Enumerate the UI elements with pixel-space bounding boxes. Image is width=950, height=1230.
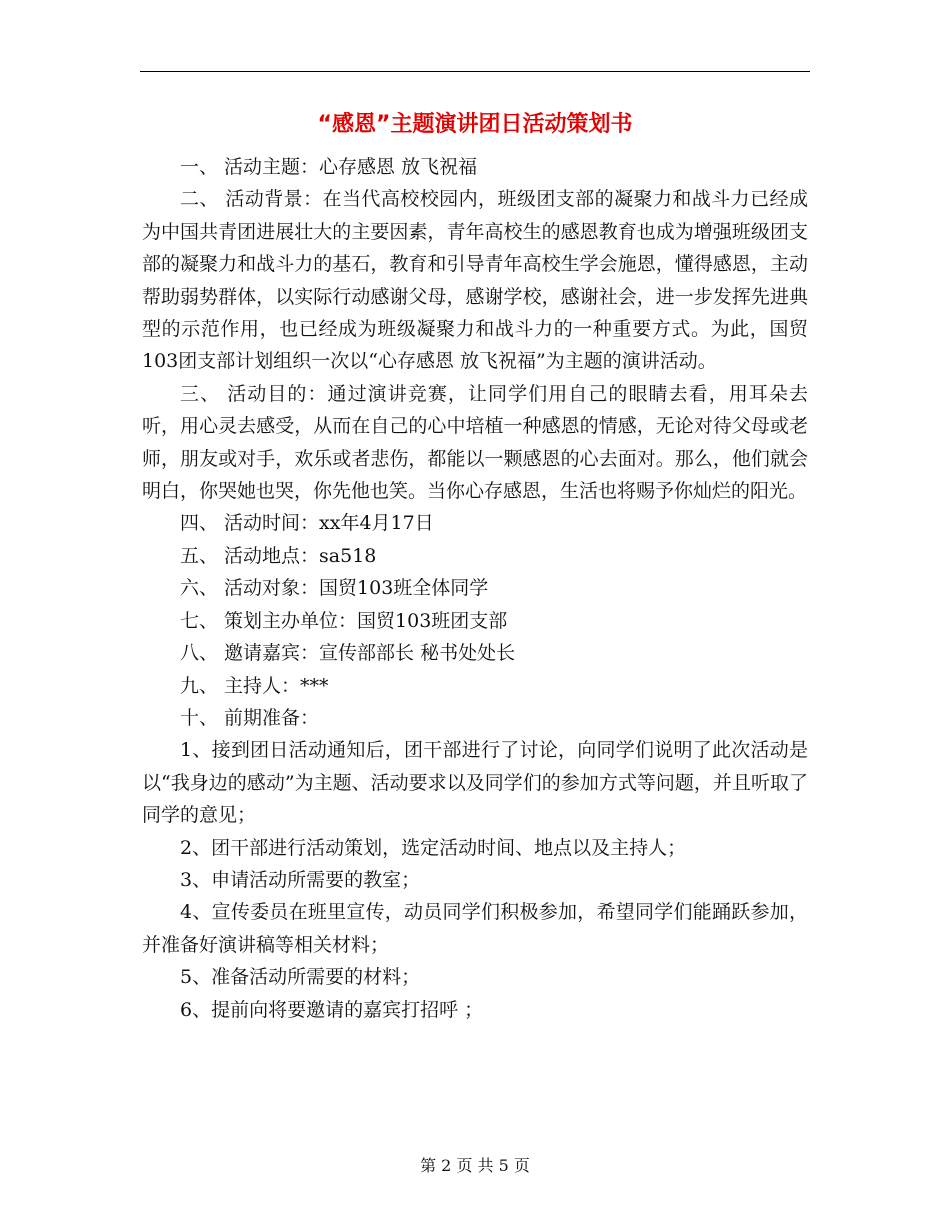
list-item-prep-4: 4、宣传委员在班里宣传，动员同学们积极参加，希望同学们能踊跃参加，并准备好演讲稿等相关材料； xyxy=(142,901,808,956)
list-item-prep-5: 5、准备活动所需要的材料； xyxy=(180,966,421,989)
paragraph-audience: 六、 活动对象：国贸103班全体同学 xyxy=(180,577,489,600)
paragraph-purpose: 三、 活动目的：通过演讲竞赛，让同学们用自己的眼睛去看，用耳朵去听，用心灵去感受，从而在自己的心中培植一种感恩的情感，无论对待父母或老师，朋友或对手，欢乐或者悲伤，都能以一颗感恩的心去面对。那么，他们就会明白，你哭她也哭，你先他也笑。当你心存感恩，生活也将赐予你灿烂的阳光。 xyxy=(142,382,808,503)
list-item-prep-1: 1、接到团日活动通知后，团干部进行了讨论，向同学们说明了此次活动是以“我身边的感动”为主题、活动要求以及同学们的参加方式等问题，并且听取了同学的意见； xyxy=(142,739,808,827)
paragraph-time: 四、 活动时间：xx年4月17日 xyxy=(180,512,434,535)
list-item-prep-6: 6、提前向将要邀请的嘉宾打招呼 ； xyxy=(180,998,484,1021)
header-rule xyxy=(140,71,810,72)
paragraph-theme: 一、 活动主题：心存感恩 放飞祝福 xyxy=(180,156,478,178)
paragraph-location: 五、 活动地点：sa518 xyxy=(180,544,377,567)
paragraph-host: 九、 主持人：*** xyxy=(180,674,329,697)
page-number-footer: 第 2 页 共 5 页 xyxy=(420,1156,530,1175)
paragraph-preparation-heading: 十、 前期准备： xyxy=(180,706,320,729)
list-item-prep-2: 2、团干部进行活动策划，选定活动时间、地点以及主持人； xyxy=(180,836,687,859)
paragraph-guests: 八、 邀请嘉宾：宣传部部长 秘书处处长 xyxy=(180,642,516,665)
paragraph-background: 二、 活动背景：在当代高校校园内，班级团支部的凝聚力和战斗力已经成为中国共青团进展壮大的主要因素，青年高校生的感恩教育也成为增强班级团支部的凝聚力和战斗力的基石，教育和引导青年高校生学会施恩，懂得感恩，主动帮助弱势群体，以实际行动感谢父母，感谢学校，感谢社会，进一步发挥先进典型的示范作用，也已经成为班级凝聚力和战斗力的一种重要方式。为此，国贸103团支部计划组织一次以“心存感恩 放飞祝福”为主题的演讲活动。 xyxy=(142,188,808,373)
document-title: “感恩”主题演讲团日活动策划书 xyxy=(317,112,633,137)
document-body xyxy=(142,151,808,1026)
list-item-prep-3: 3、申请活动所需要的教室； xyxy=(180,868,421,891)
paragraph-organizer: 七、 策划主办单位：国贸103班团支部 xyxy=(180,609,508,632)
